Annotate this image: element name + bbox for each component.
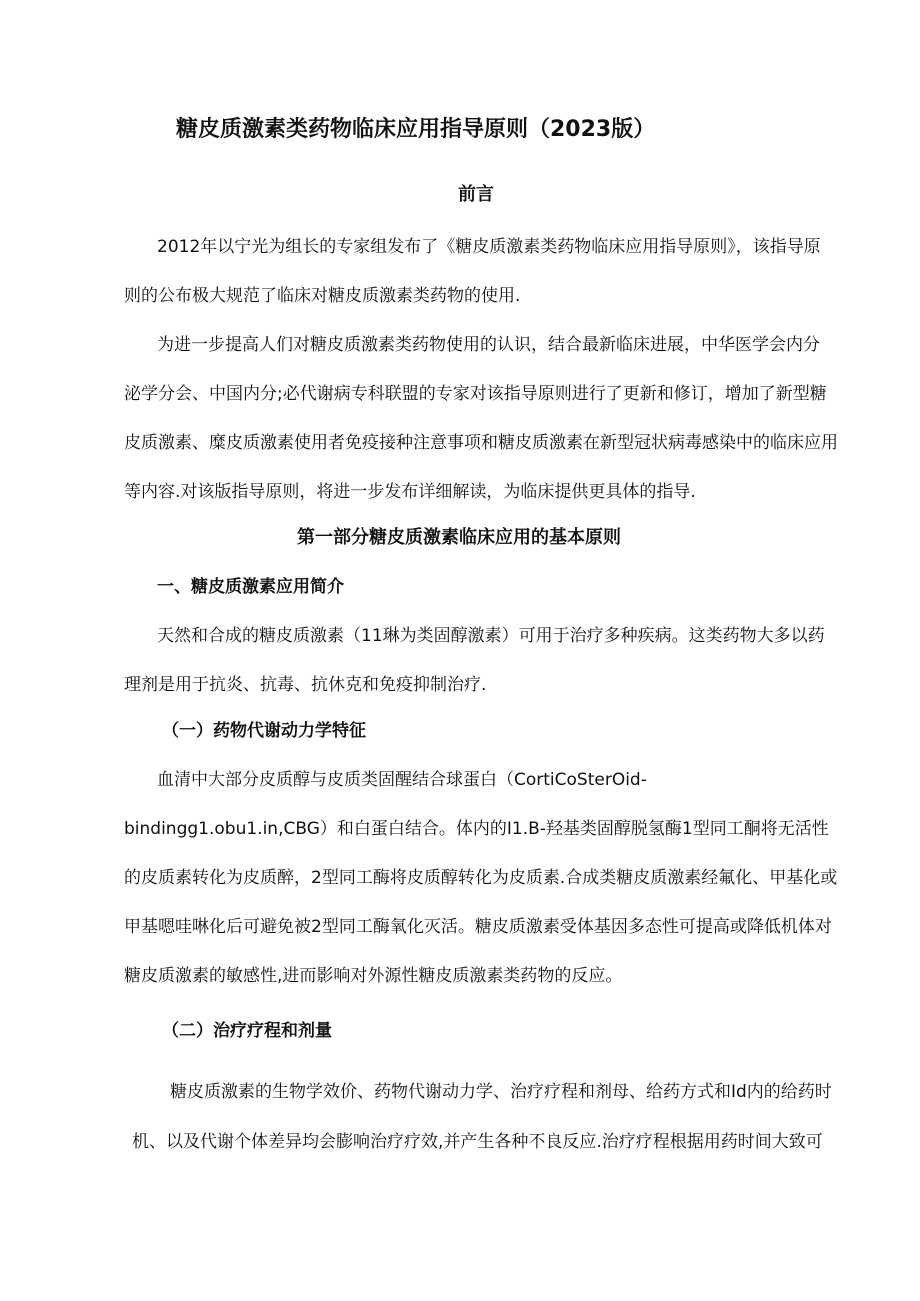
preface-p1-line-2: 则的公布极大规范了临床对糖皮质激素类药物的使用. (124, 286, 521, 306)
preface-p2-line-2: 泌学分会、中国内分;必代谢病专科联盟的专家对该指导原则进行了更新和修订，增加了新型糖 (124, 384, 827, 404)
part1-heading: 第一部分糖皮质激素临床应用的基本原则 (297, 527, 621, 548)
preface-heading: 前言 (458, 184, 494, 205)
preface-p2-line-4: 等内容.对该版指导原则，将进一步发布详细解读，为临床提供更具体的指导. (124, 482, 696, 502)
preface-p2-line-1: 为进一步提高人们对糖皮质激素类药物使用的认识，结合最新临床进展，中华医学会内分 (157, 335, 820, 355)
section1a-p-line-3: 的皮质素转化为皮质醉，2型同工酶将皮质醇转化为皮质素.合成类糖皮质激素经氟化、甲基化或 (124, 868, 838, 888)
section1a-p-line-4: 甲基嗯哇啉化后可避免被2型同工酶氧化灭活。糖皮质激素受体基因多态性可提高或降低机体对 (124, 917, 832, 937)
section1a-heading: （一）药物代谢动力学特征 (162, 721, 366, 741)
section1a-p-line-2: bindingg1.obu1.in,CBG）和白蛋白结合。体内的I1.B-羟基类固醇脱氢酶1型同工酮将无活性 (124, 819, 829, 839)
section1-heading: 一、糖皮质激素应用简介 (157, 577, 344, 597)
section1-p-line-1: 天然和合成的糖皮质激素（11琳为类固醇激素）可用于治疗多种疾病。这类药物大多以药 (157, 626, 825, 646)
section1a-p-line-5: 糖皮质激素的敏感性,进而影响对外源性糖皮质激素类药物的反应。 (124, 966, 623, 986)
document-title: 糖皮质激素类药物临床应用指导原则（2023版） (176, 117, 656, 142)
section1b-p-line-1: 糖皮质激素的生物学效价、药物代谢动力学、治疗疗程和剂母、给药方式和Id内的给药时 (170, 1082, 832, 1102)
section1b-heading: （二）治疗疗程和剂量 (162, 1021, 332, 1041)
section1b-p-line-2: 机、以及代谢个体差异均会膨响治疗疗效,并产生各种不良反应.治疗疗程根据用药时间大致可 (132, 1132, 823, 1152)
preface-p1-line-1: 2012年以宁光为组长的专家组发布了《糖皮质激素类药物临床应用指导原则》，该指导原 (157, 237, 821, 257)
section1-p-line-2: 理剂是用于抗炎、抗毒、抗休克和免疫抑制治疗. (124, 675, 487, 695)
preface-p2-line-3: 皮质激素、糜皮质激素使用者免疫接种注意事项和糖皮质激素在新型冠状病毒感染中的临床应用 (124, 433, 838, 453)
section1a-p-line-1: 血清中大部分皮质醇与皮质类固醒结合球蛋白（CortiCoSterOid- (157, 770, 647, 790)
